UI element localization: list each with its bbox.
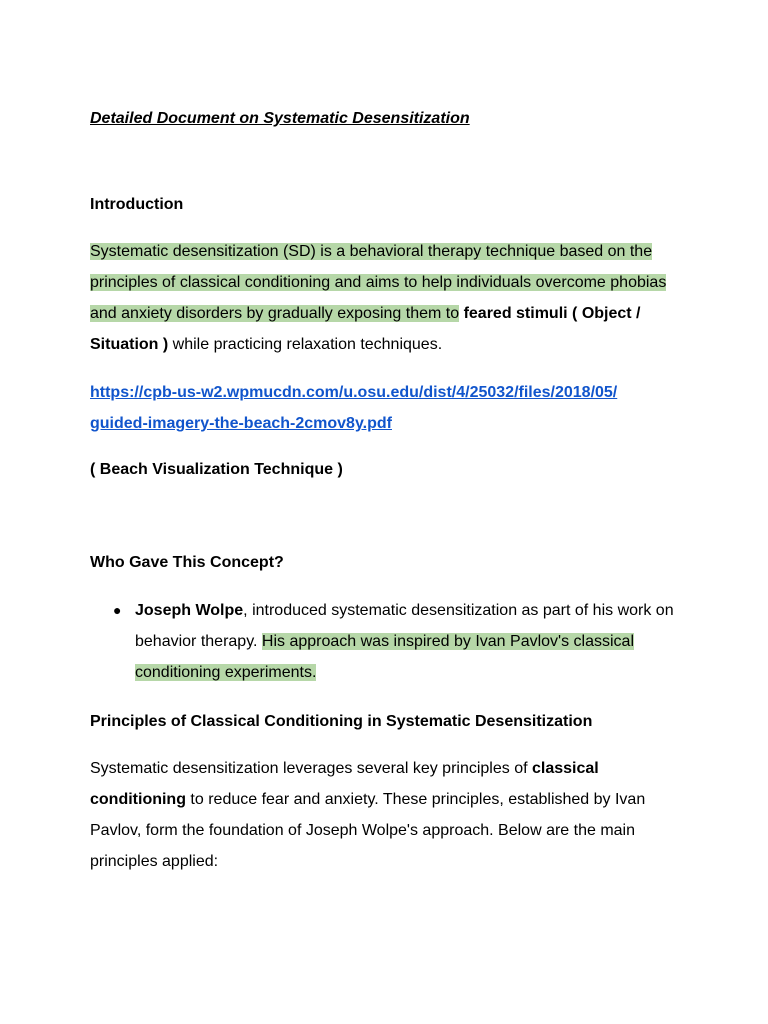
who-gave-heading: Who Gave This Concept? — [90, 554, 284, 571]
bullet-icon: ● — [113, 602, 122, 618]
principles-paragraph — [90, 753, 690, 877]
highlighted-text: Systematic desensitization (SD) is a behavioral therapy technique based on the principles of classical conditioning and aims to help individuals overcome phobias and anxiety disorders by gradually exposing them to — [90, 243, 667, 322]
beach-link[interactable]: https://cpb-us-w2.wpmucdn.com/u.osu.edu/dist/4/25032/files/2018/05/ — [90, 384, 618, 401]
paragraph-tail: while practicing relaxation techniques. — [168, 336, 443, 353]
beach-link-continued[interactable]: guided-imagery-the-beach-2cmov8y.pdf — [90, 415, 392, 432]
principles-text-start: Systematic desensitization leverages several key principles of — [90, 760, 532, 777]
principles-text-end: to reduce fear and anxiety. These principles, established by Ivan Pavlov, form the foundation of Joseph Wolpe's approach. Below are the main principles applied: — [90, 791, 646, 870]
bold-text: feared stimuli ( Object / Situation ) — [90, 305, 641, 353]
list-item — [90, 595, 690, 688]
bullet-list — [90, 595, 690, 688]
beach-link-paragraph — [90, 377, 690, 439]
bullet-name: Joseph Wolpe — [135, 602, 244, 619]
document-title: Detailed Document on Systematic Desensitization — [90, 110, 470, 127]
link-caption: ( Beach Visualization Technique ) — [90, 461, 343, 478]
principles-bold-text: classical conditioning — [90, 760, 599, 808]
bullet-highlighted-text: His approach was inspired by Ivan Pavlov's classical conditioning experiments. — [135, 633, 634, 681]
bullet-text: , introduced systematic desensitization as part of his work on behavior therapy. — [135, 602, 674, 650]
introduction-heading: Introduction — [90, 196, 184, 213]
principles-heading: Principles of Classical Conditioning in Systematic Desensitization — [90, 713, 593, 730]
introduction-paragraph — [90, 236, 690, 360]
